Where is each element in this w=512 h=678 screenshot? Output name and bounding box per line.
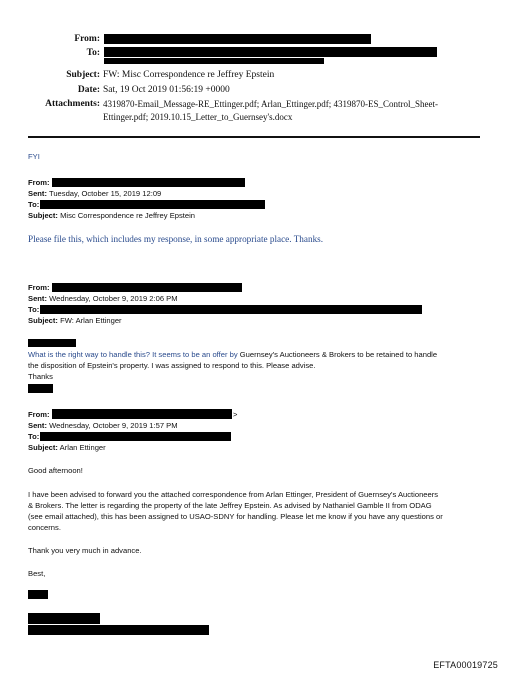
header-subject-value: FW: Misc Correspondence re Jeffrey Epstein	[103, 70, 275, 80]
redaction-bar	[104, 47, 437, 57]
header-date-label: Date:	[77, 85, 100, 95]
msg1-subject-label: Subject:	[28, 211, 58, 220]
msg2-to-label: To:	[28, 305, 40, 314]
msg3-para2: Thank you very much in advance.	[28, 546, 142, 555]
msg2-body-line2: the disposition of Epstein's property. I was assigned to respond to this. Please advise.	[28, 361, 316, 370]
msg1-to	[28, 200, 39, 210]
msg2-subject-value: FW: Arlan Ettinger	[60, 316, 122, 325]
msg3-para1-line1: I have been advised to forward you the attached correspondence from Arlan Ettinger, President of Guernsey's Auctioneers	[28, 490, 439, 499]
msg2-from-label: From:	[28, 283, 50, 292]
msg3-closing: Best,	[28, 569, 46, 578]
redaction-bar	[28, 613, 100, 624]
msg3-greeting: Good afternoon!	[28, 466, 83, 475]
msg1-sent-value: Tuesday, October 15, 2019 12:09	[48, 189, 162, 198]
redaction-bar	[40, 305, 422, 314]
msg3-sent-value: Wednesday, October 9, 2019 1:57 PM	[49, 421, 178, 430]
msg1-subject-value: Misc Correspondence re Jeffrey Epstein	[60, 211, 196, 220]
msg2-body-rest: Guernsey's Auctioneers & Brokers to be retained to handle	[237, 350, 438, 359]
redaction-bar	[28, 384, 53, 393]
msg3-para1-line4: concerns.	[28, 523, 61, 532]
msg2-sent-value: Wednesday, October 9, 2019 2:06 PM	[49, 294, 178, 303]
redaction-bar	[28, 625, 209, 635]
msg2-body-blue: What is the right way to handle this? It seems to be an offer by	[28, 350, 238, 359]
header-subject-label: Subject:	[66, 70, 100, 80]
msg1-to-label: To:	[28, 200, 40, 209]
redaction-bar	[40, 432, 231, 441]
header-to-label: To:	[86, 48, 100, 58]
msg1-subject	[28, 211, 195, 221]
msg3-from	[28, 410, 50, 420]
msg2-to	[28, 305, 39, 315]
redaction-bar	[52, 283, 242, 292]
msg3-subject	[28, 443, 106, 453]
msg2-subject-label: Subject:	[28, 316, 58, 325]
fyi-text: FYI	[28, 152, 40, 161]
msg2-subject	[28, 316, 122, 326]
msg1-from	[28, 178, 50, 188]
msg2-body-line1	[28, 350, 437, 360]
redaction-bar	[28, 339, 76, 347]
msg3-subject-label: Subject:	[28, 443, 58, 452]
msg2-thanks: Thanks	[28, 372, 53, 381]
header-from-label: From:	[74, 34, 100, 44]
msg3-para1-line3: (see email attached), this has been assigned to USAO-SDNY for handling. Please let me know if you have any questions or	[28, 512, 443, 521]
msg3-to-label: To:	[28, 432, 40, 441]
header-date-value: Sat, 19 Oct 2019 01:56:19 +0000	[103, 85, 230, 95]
msg2-sent-label: Sent:	[28, 294, 47, 303]
msg3-from-tail: >	[233, 410, 238, 419]
msg2-from	[28, 283, 50, 293]
redaction-bar	[40, 200, 265, 209]
msg3-to	[28, 432, 39, 442]
redaction-bar	[104, 58, 324, 64]
msg1-sent	[28, 189, 161, 199]
redaction-bar	[28, 590, 48, 599]
msg2-sent	[28, 294, 178, 304]
redaction-bar	[104, 34, 371, 44]
msg1-sent-label: Sent:	[28, 189, 47, 198]
msg1-body: Please file this, which includes my response, in some appropriate place. Thanks.	[28, 234, 324, 244]
msg3-para1-line2: & Brokers. The letter is regarding the property of the late Jeffrey Epstein. As advised by Nathaniel Gamble II from ODAG	[28, 501, 432, 510]
msg3-subject-value: Arlan Ettinger	[59, 443, 106, 452]
msg3-sent	[28, 421, 178, 431]
redaction-bar	[52, 178, 245, 187]
redaction-bar	[52, 409, 232, 419]
document-id: EFTA00019725	[433, 660, 498, 670]
header-attachments-line2[interactable]: Ettinger.pdf; 2019.10.15_Letter_to_Guernsey's.docx	[103, 112, 293, 122]
msg1-from-label: From:	[28, 178, 50, 187]
msg3-sent-label: Sent:	[28, 421, 47, 430]
header-attachments-label: Attachments:	[45, 99, 100, 109]
msg3-from-label: From:	[28, 410, 50, 419]
header-divider	[28, 136, 480, 138]
header-attachments-line1[interactable]: 4319870-Email_Message-RE_Ettinger.pdf; Arlan_Ettinger.pdf; 4319870-ES_Control_Sheet-	[103, 99, 438, 109]
